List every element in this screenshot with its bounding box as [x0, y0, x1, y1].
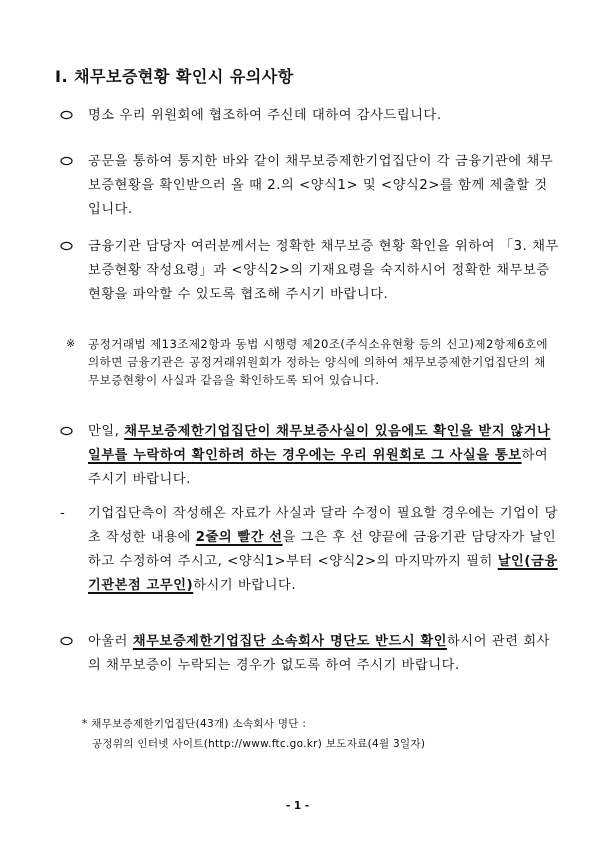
- paragraph-correction: [60, 502, 560, 598]
- paragraph-text: 금융기관 담당자 여러분께서는 정확한 채무보증 현황 확인을 위하여 「3. 채무보증현황 작성요령」과 <양식2>의 기재요령을 숙지하시어 정확한 채무보증현황을 파악할 수 있도록 협조해 주시기 바랍니다.: [88, 239, 559, 302]
- paragraph-gratitude: [60, 104, 560, 128]
- bullet-circle-icon: [60, 241, 73, 251]
- paragraph-text: [88, 502, 560, 598]
- paragraph-affiliates: [60, 630, 560, 678]
- page-number: - 1 -: [285, 800, 310, 812]
- paragraph-tail: 하시어 관련 회사의 채무보증이 누락되는 경우가 없도록 하여 주시기 바랍니다.: [88, 634, 551, 673]
- paragraph-segment: 하시기 바랍니다.: [193, 578, 297, 593]
- paragraph-text: [88, 630, 560, 678]
- paragraph-text: [88, 420, 560, 492]
- paragraph-text: 명소 우리 위원회에 협조하여 주신데 대하여 감사드립니다.: [88, 108, 442, 123]
- footnote-line: 공정위의 인터넷 사이트(http://www.ftc.go.kr) 보도자료(4월 3일자): [92, 738, 426, 750]
- paragraph-accuracy: [60, 235, 560, 307]
- footnote-line: * 채무보증제한기업집단(43개) 소속회사 명단 :: [82, 718, 307, 730]
- paragraph-lead: 아울러: [88, 634, 133, 649]
- reference-mark-icon: ※: [66, 337, 76, 350]
- paragraph-tail: 하여 주시기 바랍니다.: [88, 448, 549, 487]
- emphasis-seal: 날인(금융기관본점 고무인): [88, 554, 558, 593]
- paragraph-submission: [60, 150, 560, 222]
- paragraph-segment: 을 그은 후 선 양끝에 금융기관 담당자가 날인하고 수정하여 주시고, <양식1>부터 <양식2>의 마지막까지 필히: [88, 530, 557, 569]
- legal-note: [66, 335, 556, 389]
- paragraph-segment: 기업집단측이 작성해온 자료가 사실과 달라 수정이 필요할 경우에는 기업이 당초 작성한 내용에: [88, 506, 558, 545]
- paragraph-text: 공문을 통하여 통지한 바와 같이 채무보증제한기업집단이 각 금융기관에 채무보증현황을 확인받으러 올 때 2.의 <양식1> 및 <양식2>를 함께 제출할 것입니다.: [88, 154, 554, 217]
- bullet-circle-icon: [60, 156, 73, 166]
- paragraph-report: [60, 420, 560, 492]
- legal-note-text: 공정거래법 제13조제2항과 동법 시행령 제20조(주식소유현황 등의 신고)제2항제6호에 의하면 금융기관은 공정거래위원회가 정하는 양식에 의하여 채무보증제한기업집단의 채무보증현황이 사실과 같음을 확인하도록 되어 있습니다.: [88, 337, 548, 387]
- emphasis-text: 채무보증제한기업집단이 채무보증사실이 있음에도 확인을 받지 않거나 일부를 누락하여 확인하려 하는 경우에는 우리 위원회로 그 사실을 통보: [88, 424, 551, 463]
- emphasis-text: 채무보증제한기업집단 소속회사 명단도 반드시 확인: [132, 634, 448, 649]
- bullet-circle-icon: [60, 110, 73, 120]
- dash-marker: -: [60, 506, 66, 521]
- footnote: [82, 714, 425, 754]
- section-heading: Ⅰ. 채무보증현황 확인시 유의사항: [55, 67, 294, 86]
- emphasis-red-lines: 2줄의 빨간 선: [195, 530, 283, 545]
- bullet-circle-icon: [60, 636, 73, 646]
- paragraph-lead: 만일,: [88, 424, 125, 439]
- bullet-circle-icon: [60, 426, 73, 436]
